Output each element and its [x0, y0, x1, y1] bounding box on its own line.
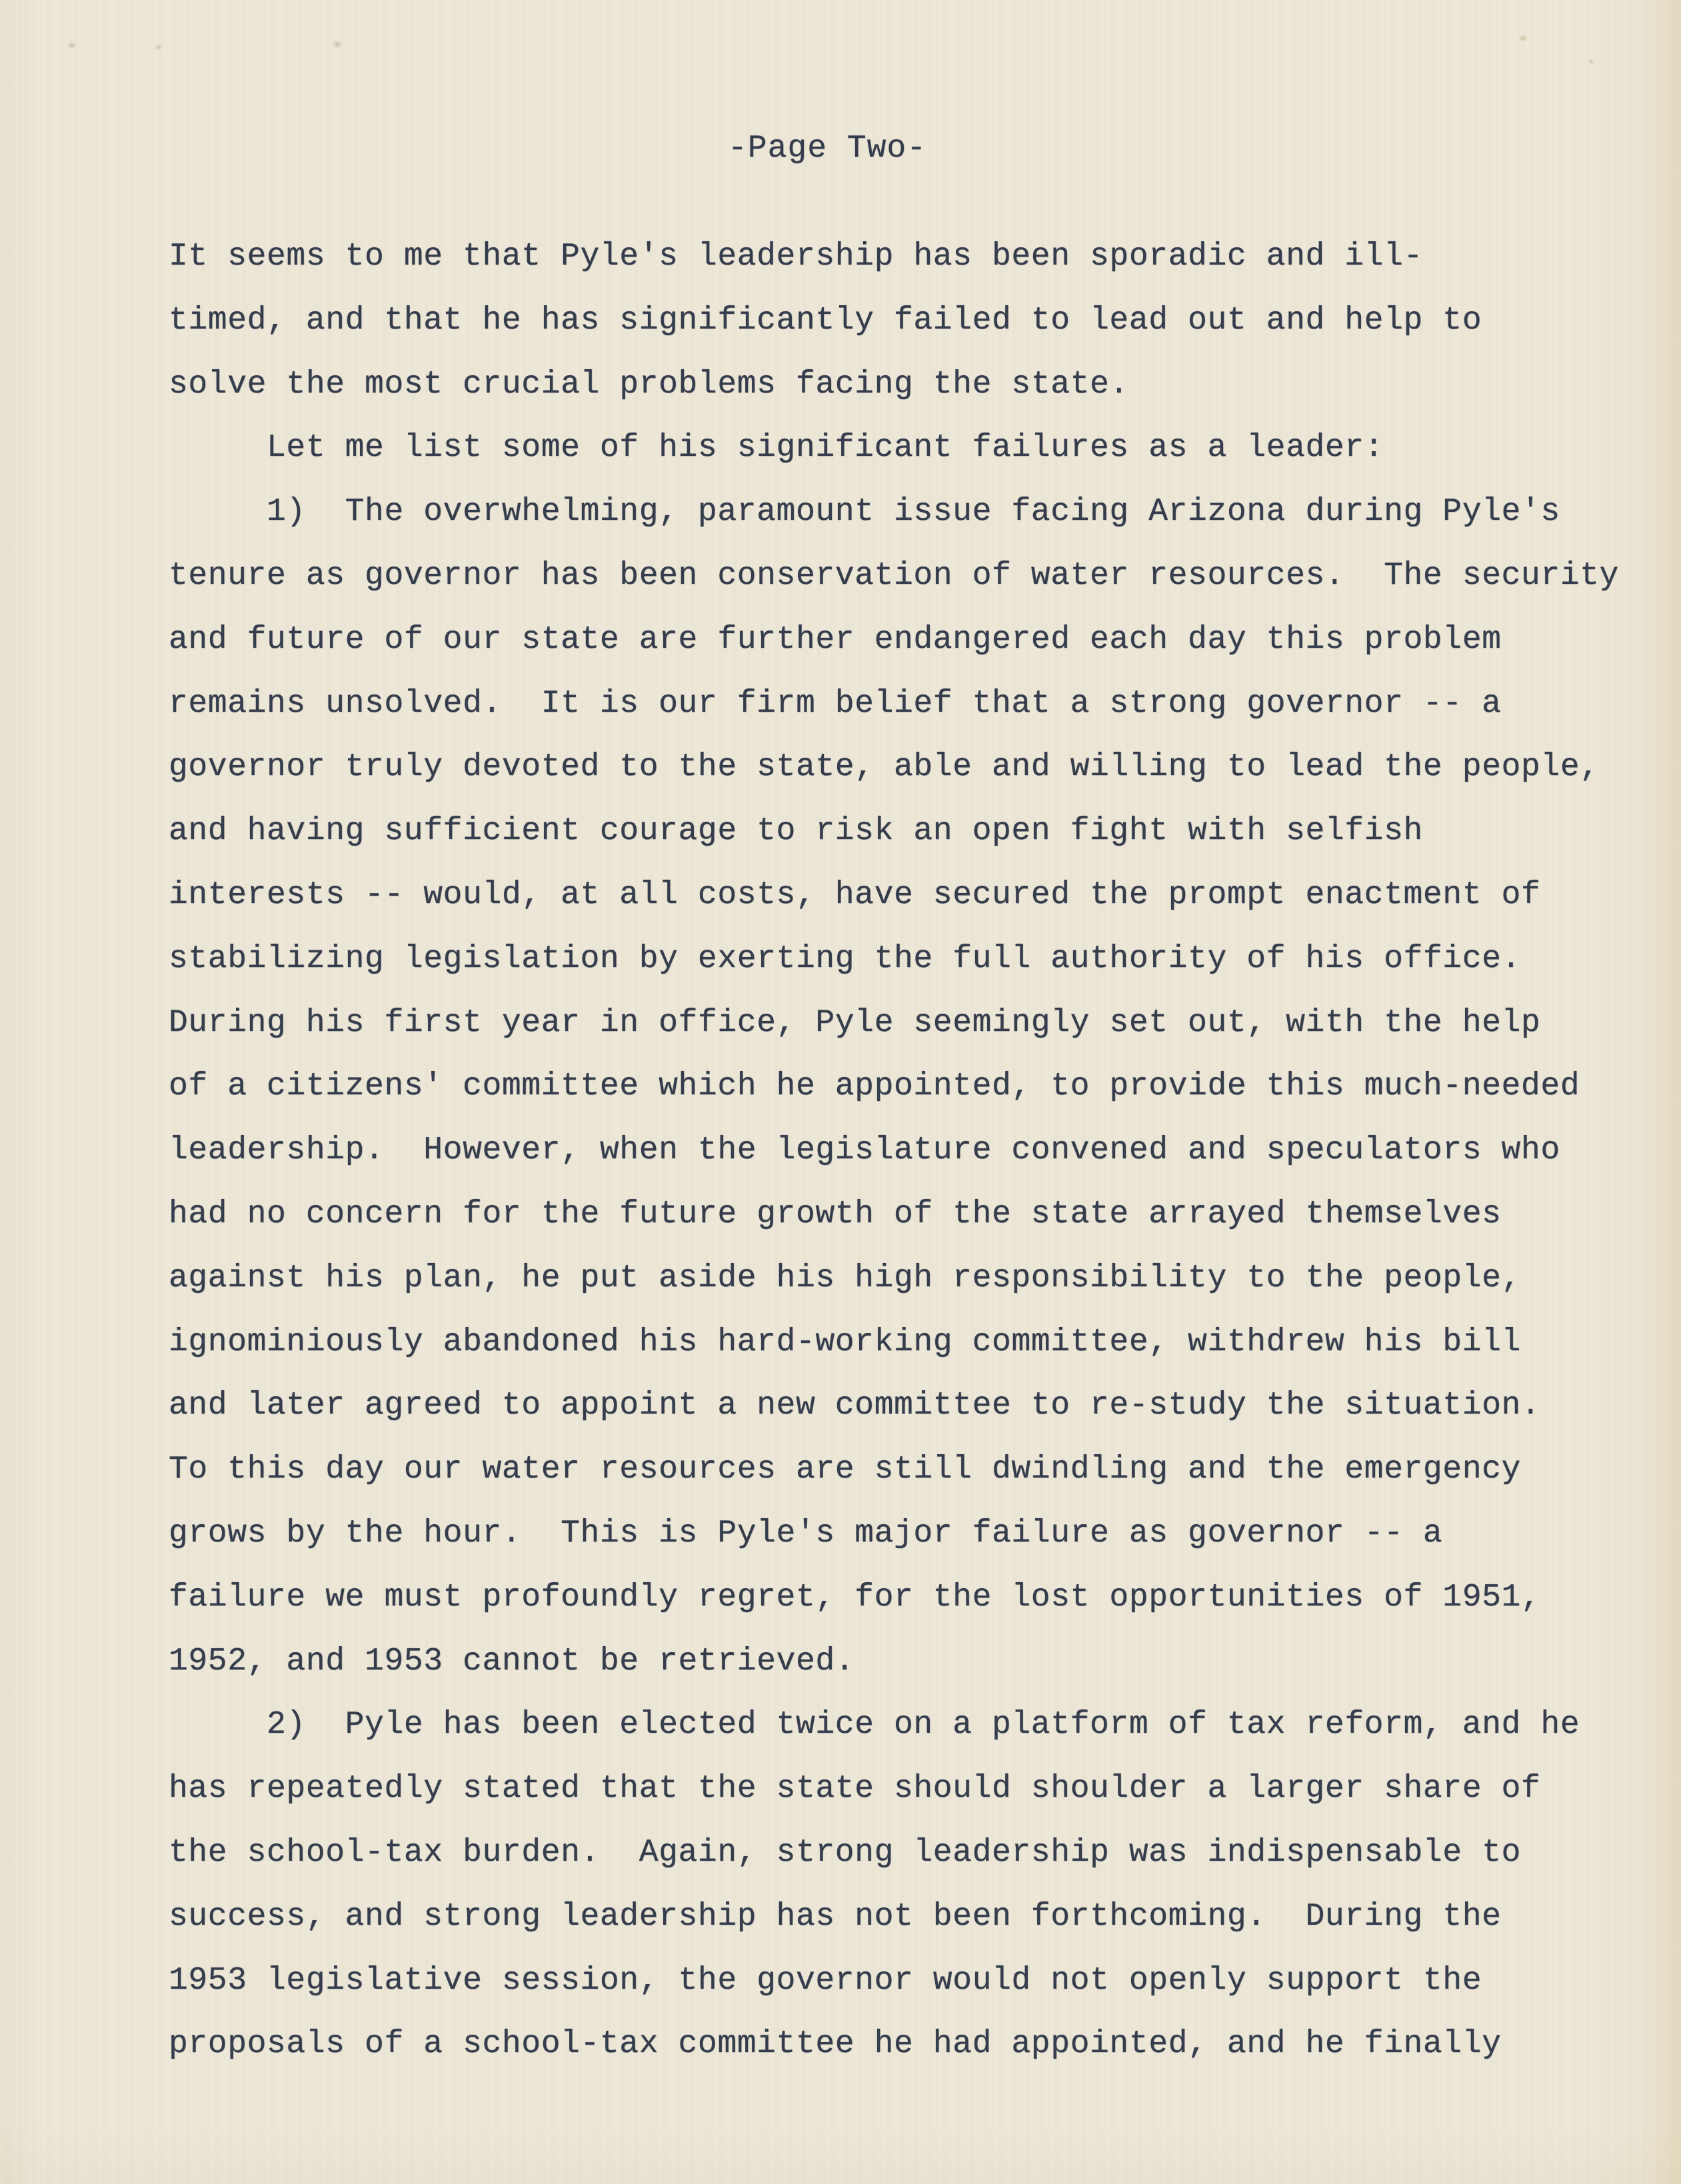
text-line: failure we must profoundly regret, for the lost opportunities of 1951,	[169, 1579, 1541, 1616]
text-line: During his first year in office, Pyle seemingly set out, with the help	[169, 1004, 1541, 1041]
paper-speck	[1588, 59, 1594, 65]
text-line: against his plan, he put aside his high responsibility to the people,	[169, 1260, 1521, 1296]
paper-speck	[332, 40, 343, 49]
text-line: stabilizing legislation by exerting the full authority of his office.	[169, 940, 1521, 977]
paper-speck	[1518, 35, 1528, 42]
text-line: and having sufficient courage to risk an open fight with selfish	[169, 813, 1423, 850]
text-line: 1) The overwhelming, paramount issue facing Arizona during Pyle's	[169, 494, 1560, 531]
text-line: ignominiously abandoned his hard-working committee, withdrew his bill	[169, 1324, 1521, 1360]
text-line: interests -- would, at all costs, have secured the prompt enactment of	[169, 876, 1541, 913]
text-line: Let me list some of his significant failures as a leader:	[169, 430, 1384, 467]
text-line: It seems to me that Pyle's leadership has been sporadic and ill-	[169, 239, 1423, 275]
text-line: leadership. However, when the legislature convened and speculators who	[169, 1132, 1560, 1169]
text-line: 1952, and 1953 cannot be retrieved.	[169, 1643, 855, 1679]
paper-speck	[67, 41, 77, 49]
text-line: To this day our water resources are still dwindling and the emergency	[169, 1452, 1521, 1488]
text-line: remains unsolved. It is our firm belief that a strong governor -- a	[169, 685, 1502, 722]
paper-speck	[155, 44, 163, 51]
text-line: timed, and that he has significantly failed to lead out and help to	[169, 302, 1482, 339]
text-line: 1953 legislative session, the governor would not openly support the	[169, 1962, 1482, 1999]
text-line: of a citizens' committee which he appointed, to provide this much-needed	[169, 1068, 1580, 1105]
text-line: the school-tax burden. Again, strong leadership was indispensable to	[169, 1834, 1521, 1871]
text-line: tenure as governor has been conservation of water resources. The security	[169, 557, 1619, 594]
text-line: solve the most crucial problems facing the state.	[169, 366, 1129, 403]
text-line: grows by the hour. This is Pyle's major failure as governor -- a	[169, 1515, 1443, 1552]
text-line: proposals of a school-tax committee he had appointed, and he finally	[169, 2026, 1502, 2063]
body-text	[169, 225, 1675, 2077]
text-line: 2) Pyle has been elected twice on a platform of tax reform, and he	[169, 1707, 1580, 1743]
text-line: had no concern for the future growth of the state arrayed themselves	[169, 1196, 1502, 1232]
text-line: has repeatedly stated that the state should shoulder a larger share of	[169, 1771, 1541, 1807]
text-line: and later agreed to appoint a new committee to re-study the situation.	[169, 1388, 1541, 1424]
page-header: -Page Two-	[727, 131, 927, 167]
text-line: governor truly devoted to the state, able and willing to lead the people,	[169, 749, 1600, 786]
text-line: and future of our state are further endangered each day this problem	[169, 621, 1502, 658]
text-line: success, and strong leadership has not been forthcoming. During the	[169, 1898, 1502, 1935]
